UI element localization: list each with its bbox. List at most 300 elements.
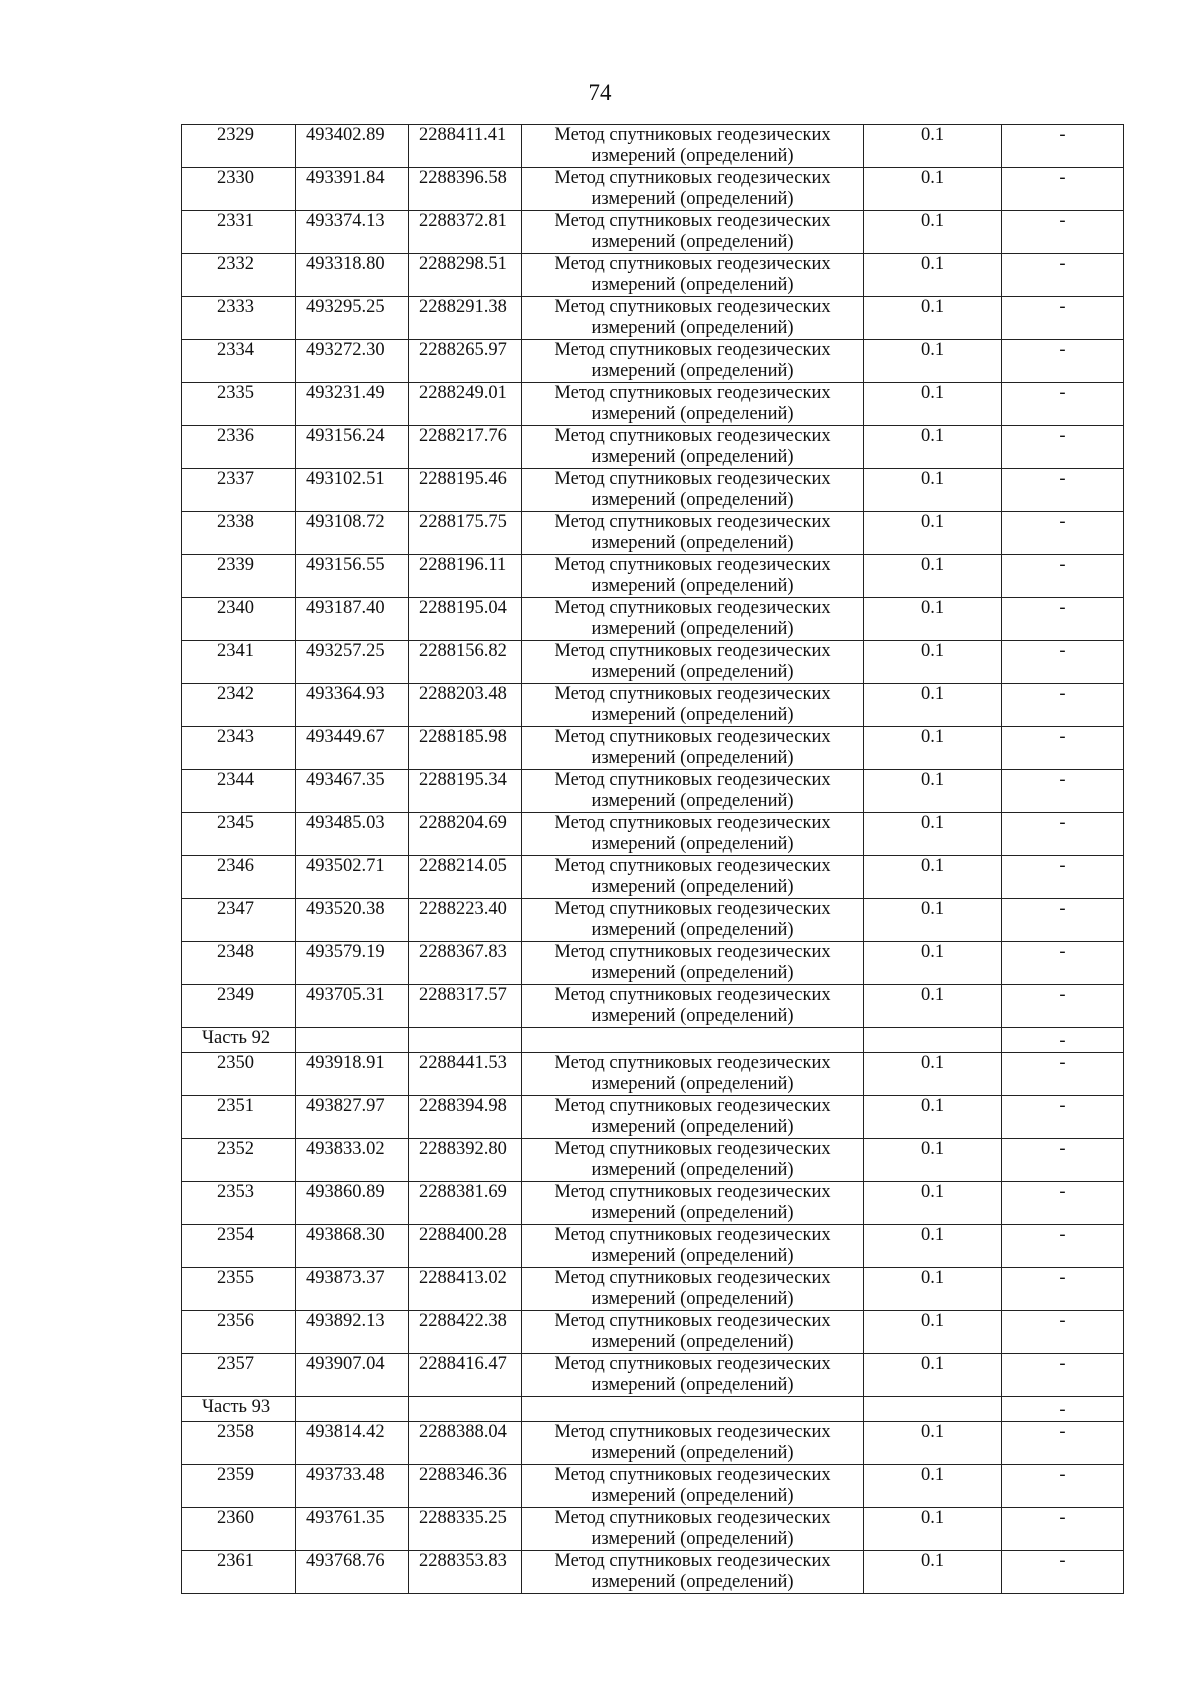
coordinates-table	[181, 124, 1124, 1594]
method-line: Метод спутниковых геодезических	[554, 1465, 831, 1485]
method-cell	[522, 1268, 864, 1311]
x-coordinate-cell: 493892.13	[296, 1311, 409, 1354]
method-line: Метод спутниковых геодезических	[554, 1139, 831, 1159]
accuracy-cell	[864, 1397, 1002, 1422]
x-coordinate-cell: 493733.48	[296, 1465, 409, 1508]
method-cell	[522, 770, 864, 813]
x-coordinate-cell: 493907.04	[296, 1354, 409, 1397]
method-line: измерений (определений)	[591, 920, 794, 940]
table-row	[182, 684, 1124, 727]
table-row	[182, 856, 1124, 899]
method-line: измерений (определений)	[591, 275, 794, 295]
y-coordinate-cell: 2288346.36	[409, 1465, 522, 1508]
method-cell	[522, 1551, 864, 1594]
y-coordinate-cell: 2288196.11	[409, 555, 522, 598]
description-cell: -	[1002, 469, 1124, 512]
description-cell: -	[1002, 727, 1124, 770]
part-label-cell: Часть 92	[182, 1028, 296, 1053]
method-line: Метод спутниковых геодезических	[554, 1354, 831, 1374]
method-line: измерений (определений)	[591, 834, 794, 854]
y-coordinate-cell: 2288388.04	[409, 1422, 522, 1465]
table-row	[182, 297, 1124, 340]
method-line: измерений (определений)	[591, 1375, 794, 1395]
table-row	[182, 168, 1124, 211]
point-number-cell: 2356	[182, 1311, 296, 1354]
point-number-cell: 2329	[182, 125, 296, 168]
x-coordinate-cell: 493231.49	[296, 383, 409, 426]
y-coordinate-cell: 2288411.41	[409, 125, 522, 168]
point-number-cell: 2341	[182, 641, 296, 684]
x-coordinate-cell: 493295.25	[296, 297, 409, 340]
accuracy-cell: 0.1	[864, 211, 1002, 254]
method-cell	[522, 1311, 864, 1354]
point-number-cell: 2352	[182, 1139, 296, 1182]
description-cell: -	[1002, 1028, 1124, 1053]
point-number-cell: 2351	[182, 1096, 296, 1139]
table-row	[182, 1096, 1124, 1139]
description-cell: -	[1002, 1397, 1124, 1422]
point-number-cell: 2343	[182, 727, 296, 770]
x-coordinate-cell: 493108.72	[296, 512, 409, 555]
method-line: Метод спутниковых геодезических	[554, 985, 831, 1005]
table-row	[182, 598, 1124, 641]
method-line: измерений (определений)	[591, 1160, 794, 1180]
accuracy-cell: 0.1	[864, 1551, 1002, 1594]
description-cell: -	[1002, 555, 1124, 598]
method-line: Метод спутниковых геодезических	[554, 684, 831, 704]
accuracy-cell: 0.1	[864, 1268, 1002, 1311]
method-line: Метод спутниковых геодезических	[554, 641, 831, 661]
table-row	[182, 641, 1124, 684]
accuracy-cell: 0.1	[864, 1053, 1002, 1096]
method-cell	[522, 813, 864, 856]
accuracy-cell	[864, 1028, 1002, 1053]
method-cell	[522, 1139, 864, 1182]
method-line: Метод спутниковых геодезических	[554, 1182, 831, 1202]
y-coordinate-cell: 2288249.01	[409, 383, 522, 426]
method-cell	[522, 1508, 864, 1551]
method-cell	[522, 1397, 864, 1422]
method-line: измерений (определений)	[591, 189, 794, 209]
table-row	[182, 125, 1124, 168]
accuracy-cell: 0.1	[864, 1422, 1002, 1465]
accuracy-cell: 0.1	[864, 1182, 1002, 1225]
description-cell: -	[1002, 770, 1124, 813]
y-coordinate-cell	[409, 1397, 522, 1422]
point-number-cell: 2354	[182, 1225, 296, 1268]
description-cell: -	[1002, 340, 1124, 383]
method-line: измерений (определений)	[591, 318, 794, 338]
x-coordinate-cell: 493833.02	[296, 1139, 409, 1182]
point-number-cell: 2349	[182, 985, 296, 1028]
x-coordinate-cell: 493272.30	[296, 340, 409, 383]
accuracy-cell: 0.1	[864, 469, 1002, 512]
method-cell	[522, 727, 864, 770]
y-coordinate-cell: 2288381.69	[409, 1182, 522, 1225]
point-number-cell: 2348	[182, 942, 296, 985]
accuracy-cell: 0.1	[864, 641, 1002, 684]
method-line: измерений (определений)	[591, 490, 794, 510]
method-line: Метод спутниковых геодезических	[554, 1311, 831, 1331]
y-coordinate-cell: 2288317.57	[409, 985, 522, 1028]
accuracy-cell: 0.1	[864, 1225, 1002, 1268]
method-cell	[522, 1053, 864, 1096]
x-coordinate-cell: 493860.89	[296, 1182, 409, 1225]
x-coordinate-cell: 493768.76	[296, 1551, 409, 1594]
part-header-row	[182, 1397, 1124, 1422]
point-number-cell: 2346	[182, 856, 296, 899]
accuracy-cell: 0.1	[864, 1139, 1002, 1182]
y-coordinate-cell: 2288195.04	[409, 598, 522, 641]
method-line: Метод спутниковых геодезических	[554, 727, 831, 747]
y-coordinate-cell: 2288204.69	[409, 813, 522, 856]
table-row	[182, 340, 1124, 383]
x-coordinate-cell: 493449.67	[296, 727, 409, 770]
method-line: Метод спутниковых геодезических	[554, 168, 831, 188]
method-cell	[522, 469, 864, 512]
description-cell: -	[1002, 254, 1124, 297]
description-cell: -	[1002, 942, 1124, 985]
y-coordinate-cell: 2288203.48	[409, 684, 522, 727]
method-cell	[522, 1465, 864, 1508]
method-line: измерений (определений)	[591, 1289, 794, 1309]
accuracy-cell: 0.1	[864, 856, 1002, 899]
point-number-cell: 2358	[182, 1422, 296, 1465]
description-cell: -	[1002, 985, 1124, 1028]
y-coordinate-cell: 2288291.38	[409, 297, 522, 340]
accuracy-cell: 0.1	[864, 598, 1002, 641]
point-number-cell: 2342	[182, 684, 296, 727]
method-cell	[522, 899, 864, 942]
method-line: Метод спутниковых геодезических	[554, 383, 831, 403]
description-cell: -	[1002, 1422, 1124, 1465]
table-row	[182, 813, 1124, 856]
y-coordinate-cell: 2288265.97	[409, 340, 522, 383]
method-cell	[522, 211, 864, 254]
point-number-cell: 2331	[182, 211, 296, 254]
y-coordinate-cell: 2288195.34	[409, 770, 522, 813]
description-cell: -	[1002, 383, 1124, 426]
method-cell	[522, 985, 864, 1028]
x-coordinate-cell: 493187.40	[296, 598, 409, 641]
y-coordinate-cell: 2288413.02	[409, 1268, 522, 1311]
method-line: измерений (определений)	[591, 146, 794, 166]
method-line: измерений (определений)	[591, 361, 794, 381]
table-row	[182, 727, 1124, 770]
x-coordinate-cell: 493374.13	[296, 211, 409, 254]
method-line: Метод спутниковых геодезических	[554, 856, 831, 876]
method-line: измерений (определений)	[591, 963, 794, 983]
method-cell	[522, 383, 864, 426]
point-number-cell: 2350	[182, 1053, 296, 1096]
table-row	[182, 1354, 1124, 1397]
description-cell: -	[1002, 598, 1124, 641]
method-line: Метод спутниковых геодезических	[554, 512, 831, 532]
y-coordinate-cell: 2288195.46	[409, 469, 522, 512]
method-line: измерений (определений)	[591, 1074, 794, 1094]
method-line: Метод спутниковых геодезических	[554, 1551, 831, 1571]
method-cell	[522, 254, 864, 297]
method-line: Метод спутниковых геодезических	[554, 297, 831, 317]
table-row	[182, 770, 1124, 813]
table-row	[182, 1508, 1124, 1551]
description-cell: -	[1002, 641, 1124, 684]
method-line: измерений (определений)	[591, 619, 794, 639]
table-row	[182, 211, 1124, 254]
method-line: измерений (определений)	[591, 576, 794, 596]
point-number-cell: 2340	[182, 598, 296, 641]
y-coordinate-cell: 2288372.81	[409, 211, 522, 254]
method-line: Метод спутниковых геодезических	[554, 1225, 831, 1245]
method-cell	[522, 856, 864, 899]
description-cell: -	[1002, 1139, 1124, 1182]
point-number-cell: 2333	[182, 297, 296, 340]
x-coordinate-cell: 493579.19	[296, 942, 409, 985]
accuracy-cell: 0.1	[864, 1096, 1002, 1139]
description-cell: -	[1002, 1225, 1124, 1268]
accuracy-cell: 0.1	[864, 985, 1002, 1028]
method-line: Метод спутниковых геодезических	[554, 555, 831, 575]
table-row	[182, 942, 1124, 985]
method-line: Метод спутниковых геодезических	[554, 598, 831, 618]
method-line: измерений (определений)	[591, 404, 794, 424]
y-coordinate-cell: 2288396.58	[409, 168, 522, 211]
description-cell: -	[1002, 426, 1124, 469]
method-cell	[522, 512, 864, 555]
accuracy-cell: 0.1	[864, 1465, 1002, 1508]
method-line: Метод спутниковых геодезических	[554, 1422, 831, 1442]
y-coordinate-cell: 2288156.82	[409, 641, 522, 684]
y-coordinate-cell: 2288416.47	[409, 1354, 522, 1397]
method-line: измерений (определений)	[591, 1117, 794, 1137]
point-number-cell: 2347	[182, 899, 296, 942]
method-line: Метод спутниковых геодезических	[554, 469, 831, 489]
x-coordinate-cell: 493257.25	[296, 641, 409, 684]
accuracy-cell: 0.1	[864, 1311, 1002, 1354]
table-row	[182, 1139, 1124, 1182]
accuracy-cell: 0.1	[864, 813, 1002, 856]
y-coordinate-cell: 2288392.80	[409, 1139, 522, 1182]
table-row	[182, 1225, 1124, 1268]
method-line: измерений (определений)	[591, 1332, 794, 1352]
description-cell: -	[1002, 1508, 1124, 1551]
description-cell: -	[1002, 125, 1124, 168]
method-line: Метод спутниковых геодезических	[554, 426, 831, 446]
method-line: Метод спутниковых геодезических	[554, 1508, 831, 1528]
method-line: Метод спутниковых геодезических	[554, 254, 831, 274]
accuracy-cell: 0.1	[864, 254, 1002, 297]
description-cell: -	[1002, 813, 1124, 856]
accuracy-cell: 0.1	[864, 512, 1002, 555]
point-number-cell: 2345	[182, 813, 296, 856]
y-coordinate-cell: 2288441.53	[409, 1053, 522, 1096]
method-line: измерений (определений)	[591, 877, 794, 897]
y-coordinate-cell: 2288353.83	[409, 1551, 522, 1594]
table-row	[182, 1422, 1124, 1465]
part-header-row	[182, 1028, 1124, 1053]
x-coordinate-cell: 493156.24	[296, 426, 409, 469]
point-number-cell: 2361	[182, 1551, 296, 1594]
x-coordinate-cell: 493364.93	[296, 684, 409, 727]
description-cell: -	[1002, 1182, 1124, 1225]
method-line: Метод спутниковых геодезических	[554, 1053, 831, 1073]
method-cell	[522, 125, 864, 168]
method-line: Метод спутниковых геодезических	[554, 1268, 831, 1288]
x-coordinate-cell: 493520.38	[296, 899, 409, 942]
description-cell: -	[1002, 1268, 1124, 1311]
method-line: измерений (определений)	[591, 1486, 794, 1506]
accuracy-cell: 0.1	[864, 297, 1002, 340]
table-row	[182, 426, 1124, 469]
method-line: измерений (определений)	[591, 705, 794, 725]
table-row	[182, 383, 1124, 426]
x-coordinate-cell	[296, 1028, 409, 1053]
description-cell: -	[1002, 1551, 1124, 1594]
point-number-cell: 2355	[182, 1268, 296, 1311]
method-cell	[522, 168, 864, 211]
accuracy-cell: 0.1	[864, 1354, 1002, 1397]
point-number-cell: 2332	[182, 254, 296, 297]
table-row	[182, 985, 1124, 1028]
table-row	[182, 1551, 1124, 1594]
point-number-cell: 2353	[182, 1182, 296, 1225]
accuracy-cell: 0.1	[864, 770, 1002, 813]
method-cell	[522, 340, 864, 383]
method-cell	[522, 1422, 864, 1465]
method-cell	[522, 1354, 864, 1397]
point-number-cell: 2357	[182, 1354, 296, 1397]
y-coordinate-cell: 2288223.40	[409, 899, 522, 942]
x-coordinate-cell: 493814.42	[296, 1422, 409, 1465]
point-number-cell: 2339	[182, 555, 296, 598]
table-row	[182, 469, 1124, 512]
description-cell: -	[1002, 1311, 1124, 1354]
point-number-cell: 2336	[182, 426, 296, 469]
table-row	[182, 512, 1124, 555]
y-coordinate-cell: 2288185.98	[409, 727, 522, 770]
description-cell: -	[1002, 1354, 1124, 1397]
method-line: измерений (определений)	[591, 1203, 794, 1223]
point-number-cell: 2360	[182, 1508, 296, 1551]
method-cell	[522, 297, 864, 340]
y-coordinate-cell: 2288400.28	[409, 1225, 522, 1268]
y-coordinate-cell: 2288422.38	[409, 1311, 522, 1354]
x-coordinate-cell: 493705.31	[296, 985, 409, 1028]
x-coordinate-cell: 493318.80	[296, 254, 409, 297]
x-coordinate-cell: 493102.51	[296, 469, 409, 512]
table-row	[182, 1465, 1124, 1508]
description-cell: -	[1002, 1465, 1124, 1508]
method-line: измерений (определений)	[591, 1246, 794, 1266]
method-line: измерений (определений)	[591, 662, 794, 682]
method-cell	[522, 942, 864, 985]
method-cell	[522, 598, 864, 641]
table-row	[182, 1311, 1124, 1354]
method-cell	[522, 684, 864, 727]
method-cell	[522, 426, 864, 469]
accuracy-cell: 0.1	[864, 125, 1002, 168]
description-cell: -	[1002, 1096, 1124, 1139]
description-cell: -	[1002, 168, 1124, 211]
table-row	[182, 254, 1124, 297]
x-coordinate-cell: 493868.30	[296, 1225, 409, 1268]
x-coordinate-cell: 493485.03	[296, 813, 409, 856]
method-line: измерений (определений)	[591, 1529, 794, 1549]
point-number-cell: 2335	[182, 383, 296, 426]
point-number-cell: 2334	[182, 340, 296, 383]
method-cell	[522, 1028, 864, 1053]
method-line: измерений (определений)	[591, 1006, 794, 1026]
table-row	[182, 1182, 1124, 1225]
x-coordinate-cell: 493156.55	[296, 555, 409, 598]
x-coordinate-cell: 493918.91	[296, 1053, 409, 1096]
accuracy-cell: 0.1	[864, 942, 1002, 985]
method-line: Метод спутниковых геодезических	[554, 1096, 831, 1116]
page-number: 74	[588, 80, 612, 105]
y-coordinate-cell: 2288214.05	[409, 856, 522, 899]
part-label-cell: Часть 93	[182, 1397, 296, 1422]
y-coordinate-cell: 2288394.98	[409, 1096, 522, 1139]
method-line: измерений (определений)	[591, 447, 794, 467]
description-cell: -	[1002, 1053, 1124, 1096]
accuracy-cell: 0.1	[864, 1508, 1002, 1551]
description-cell: -	[1002, 856, 1124, 899]
method-line: Метод спутниковых геодезических	[554, 770, 831, 790]
method-line: измерений (определений)	[591, 1443, 794, 1463]
point-number-cell: 2338	[182, 512, 296, 555]
method-line: Метод спутниковых геодезических	[554, 899, 831, 919]
accuracy-cell: 0.1	[864, 555, 1002, 598]
method-cell	[522, 641, 864, 684]
method-cell	[522, 1225, 864, 1268]
point-number-cell: 2337	[182, 469, 296, 512]
x-coordinate-cell: 493827.97	[296, 1096, 409, 1139]
x-coordinate-cell: 493502.71	[296, 856, 409, 899]
method-cell	[522, 1182, 864, 1225]
x-coordinate-cell: 493873.37	[296, 1268, 409, 1311]
method-line: измерений (определений)	[591, 1572, 794, 1592]
table-row	[182, 899, 1124, 942]
accuracy-cell: 0.1	[864, 727, 1002, 770]
method-line: Метод спутниковых геодезических	[554, 211, 831, 231]
y-coordinate-cell: 2288298.51	[409, 254, 522, 297]
method-cell	[522, 555, 864, 598]
description-cell: -	[1002, 899, 1124, 942]
accuracy-cell: 0.1	[864, 168, 1002, 211]
x-coordinate-cell: 493391.84	[296, 168, 409, 211]
y-coordinate-cell: 2288335.25	[409, 1508, 522, 1551]
method-line: Метод спутниковых геодезических	[554, 942, 831, 962]
x-coordinate-cell: 493467.35	[296, 770, 409, 813]
description-cell: -	[1002, 297, 1124, 340]
point-number-cell: 2359	[182, 1465, 296, 1508]
method-line: измерений (определений)	[591, 791, 794, 811]
description-cell: -	[1002, 684, 1124, 727]
accuracy-cell: 0.1	[864, 684, 1002, 727]
x-coordinate-cell	[296, 1397, 409, 1422]
y-coordinate-cell: 2288217.76	[409, 426, 522, 469]
table-row	[182, 1268, 1124, 1311]
method-line: Метод спутниковых геодезических	[554, 340, 831, 360]
method-line: измерений (определений)	[591, 232, 794, 252]
accuracy-cell: 0.1	[864, 426, 1002, 469]
coordinates-table-body	[182, 125, 1124, 1594]
method-line: измерений (определений)	[591, 533, 794, 553]
table-row	[182, 555, 1124, 598]
description-cell: -	[1002, 211, 1124, 254]
method-cell	[522, 1096, 864, 1139]
point-number-cell: 2330	[182, 168, 296, 211]
